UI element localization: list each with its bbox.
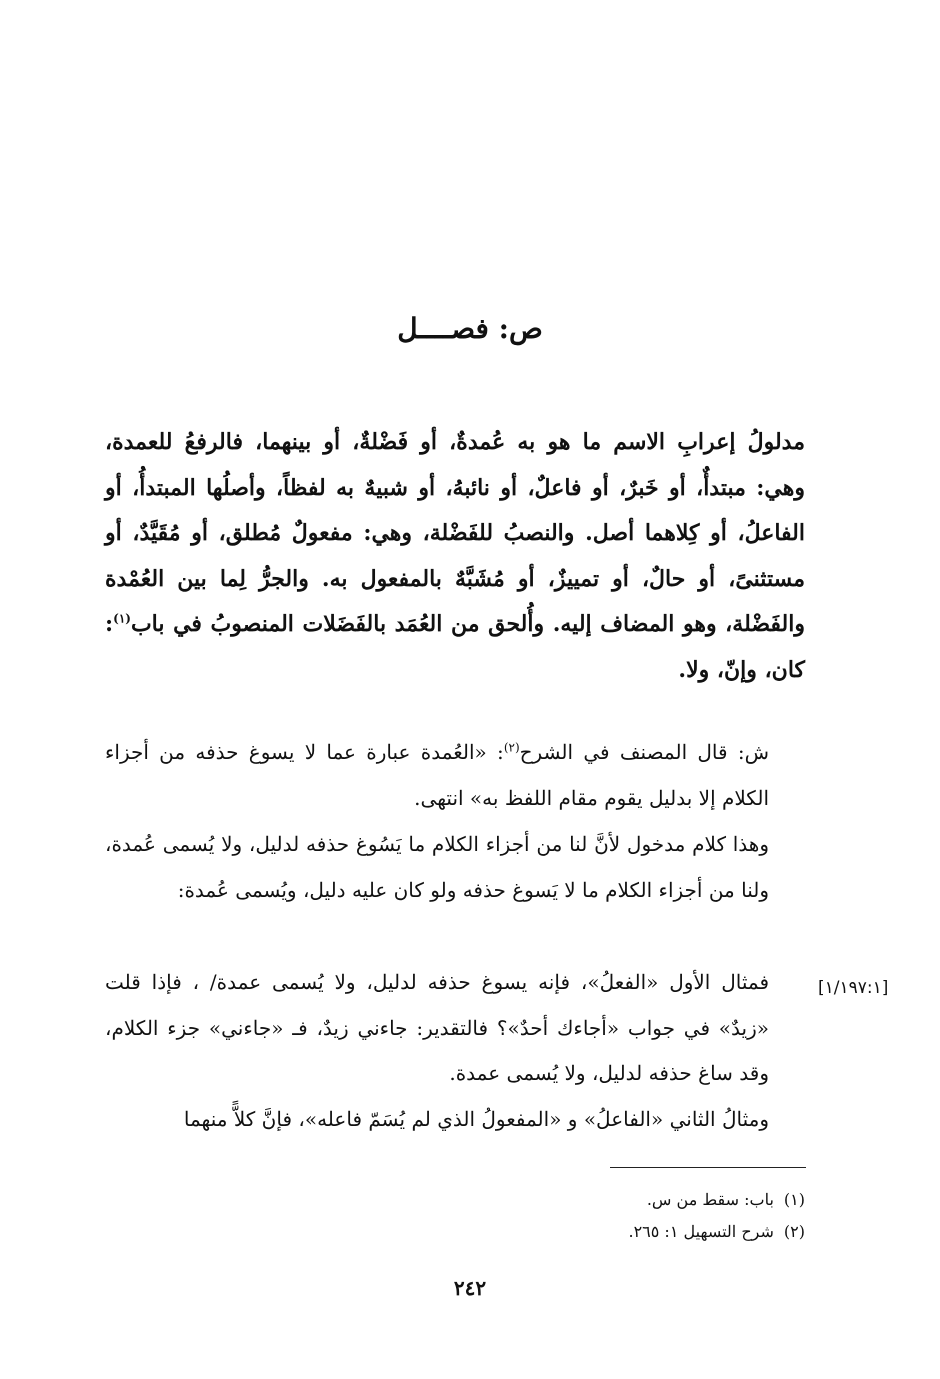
page-number: ٢٤٢ <box>453 1276 487 1300</box>
sharh-paragraph-4 <box>105 1097 805 1143</box>
footnote-text: شرح التسهيل ١: ٢٦٥. <box>628 1222 774 1241</box>
footnote-divider <box>610 1167 806 1168</box>
footnote-2 <box>105 1216 805 1248</box>
margin-page-reference: [١/١٩٧:١] <box>818 978 889 998</box>
footnote-number: (١) <box>783 1190 805 1209</box>
matn-text: مدلولُ إعرابِ الاسم ما هو به عُمدةٌ، أو فَضْلةٌ، أو بينهما، فالرفعُ للعمدة، وهي: مبتدأٌ، أو خَبرٌ، أو فاعلٌ، أو نائبهُ، أو شبيهٌ به لفظاً، وأصلُها المبتدأُ، أو الفاعلُ، أو كِلاهما أصل. والنصبُ للفَضْلة، وهي: مفعولٌ مُطلق، أو مُقَيَّدٌ، أو مستثنىً، أو حالٌ، أو تمييزٌ، أو مُشَبَّهٌ بالمفعول به. والجرُّ لِما بين العُمْدة والفَضْلة، وهو المضاف إليه. وأُلحق من العُمَد بالفَضَلات المنصوبُ في باب <box>105 429 805 637</box>
matn-paragraph <box>105 420 805 693</box>
sharh-paragraph-2 <box>105 822 805 913</box>
footnotes <box>105 1184 805 1248</box>
footnote-1 <box>105 1184 805 1216</box>
footnote-number: (٢) <box>783 1222 805 1241</box>
sharh3-text: فمثال الأول «الفعلُ»، فإنه يسوغ حذفه لدليل، ولا يُسمى عمدة/ ، فإذا قلت «زيدٌ» في جواب «أجاءك أحدٌ»؟ فالتقدير: جاءني زيدٌ، فـ «جاءني» جزء الكلام، وقد ساغ حذفه لدليل، ولا يُسمى عمدة. <box>105 970 769 1085</box>
footnote-ref-1: (١) <box>113 611 131 626</box>
sharh4-text: ومثالُ الثاني «الفاعلُ» و «المفعولُ الذي لم يُسَمّ فاعله»، فإنَّ كلاًّ منهما <box>183 1107 769 1131</box>
sharh-paragraph-1 <box>105 730 805 821</box>
sharh1-text-a: ش: قال المصنف في الشرح <box>519 740 770 764</box>
section-heading: ص: فصــــل <box>397 312 543 345</box>
matn-text-end: : كان، وإنّ، ولا. <box>105 611 805 683</box>
sharh-paragraph-3 <box>105 960 805 1097</box>
footnote-ref-2: (٢) <box>503 740 520 755</box>
sharh1-text-b: : «العُمدة عبارة عما لا يسوغ حذفه من أجزاء الكلام إلا بدليل يقوم مقام اللفظ به» انتهى. <box>105 740 769 810</box>
sharh2-text: وهذا كلام مدخول لأنَّ لنا من أجزاء الكلام ما يَسُوغ حذفه لدليل، ولا يُسمى عُمدة، ولنا من أجزاء الكلام ما لا يَسوغ حذفه ولو كان عليه دليل، ويُسمى عُمدة: <box>105 832 769 902</box>
footnote-text: باب: سقط من س. <box>646 1190 774 1209</box>
